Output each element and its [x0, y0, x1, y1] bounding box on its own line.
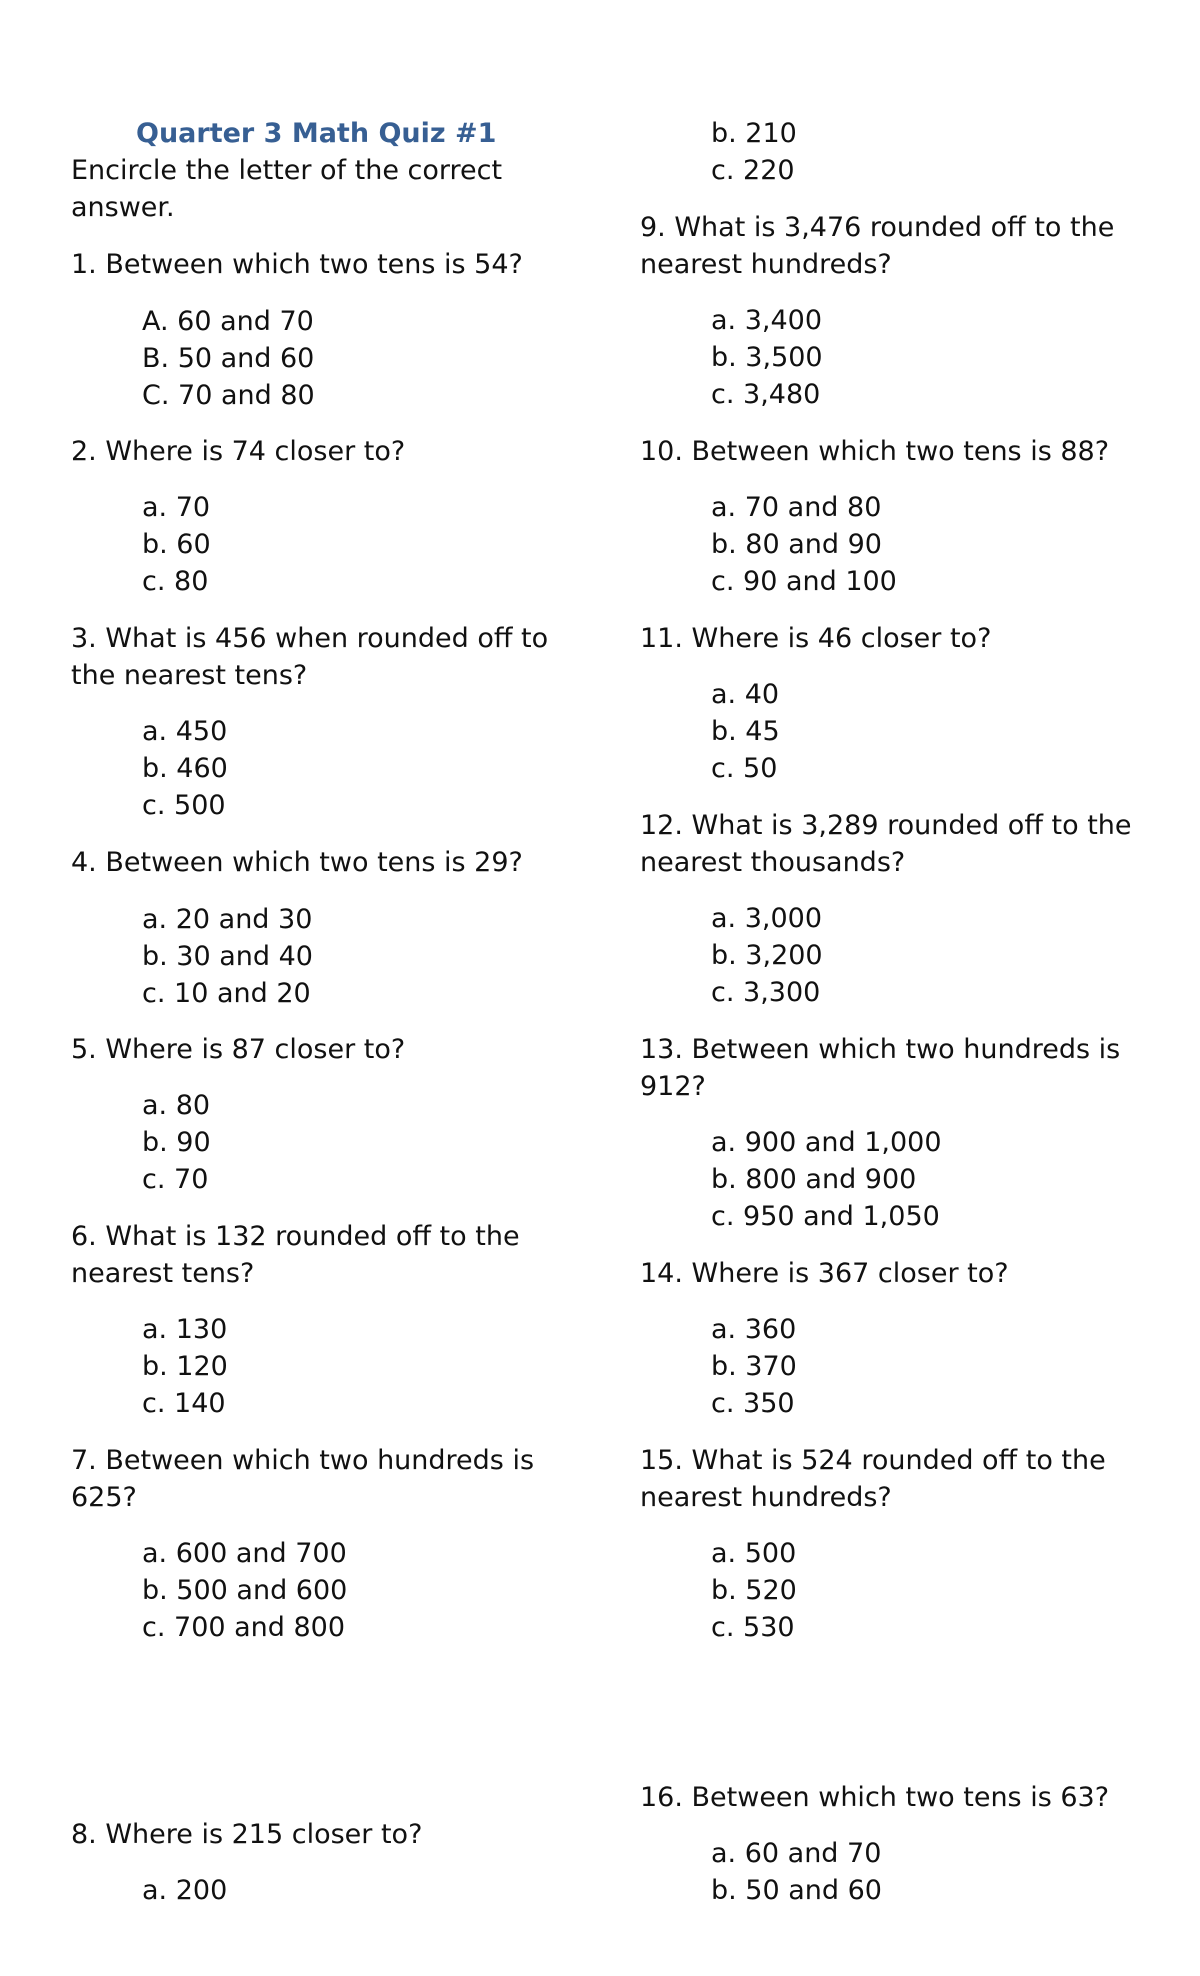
choice-c[interactable]: c. 950 and 1,050 [711, 1201, 940, 1232]
quiz-instructions: Encircle the letter of the correct answer. [71, 155, 503, 223]
question-12 [640, 807, 1160, 1011]
choice-a[interactable]: a. 450 [142, 716, 228, 747]
choice-b[interactable]: b. 500 and 600 [142, 1575, 348, 1606]
quiz-title: Quarter 3 Math Quiz #1 [136, 118, 497, 149]
choice-b[interactable]: b. 45 [711, 716, 780, 747]
choice-a[interactable]: a. 900 and 1,000 [711, 1127, 942, 1158]
choice-a[interactable]: a. 3,000 [711, 903, 823, 934]
question-3 [71, 620, 591, 824]
choice-list [71, 1087, 591, 1198]
choice-list [71, 489, 591, 600]
choice-list [71, 901, 591, 1012]
question-15 [640, 1442, 1160, 1646]
question-text: 7. Between which two hundreds is 625? [71, 1445, 535, 1513]
question-10 [640, 433, 1160, 600]
choice-b[interactable]: B. 50 and 60 [142, 343, 315, 374]
choice-c[interactable]: c. 3,480 [711, 379, 821, 410]
choice-c[interactable]: c. 70 [142, 1164, 209, 1195]
choice-a[interactable]: a. 20 and 30 [142, 904, 313, 935]
question-7 [71, 1442, 591, 1646]
question-text: 3. What is 456 when rounded off to the nearest tens? [71, 623, 549, 691]
choice-list [71, 1311, 591, 1422]
choice-a[interactable]: a. 80 [142, 1090, 211, 1121]
choice-b[interactable]: b. 50 and 60 [711, 1875, 882, 1906]
question-text: 10. Between which two tens is 88? [640, 436, 1110, 467]
choice-a[interactable]: a. 130 [142, 1314, 228, 1345]
question-text: 1. Between which two tens is 54? [71, 249, 523, 280]
choice-a[interactable]: a. 40 [711, 679, 780, 710]
choice-a[interactable]: A. 60 and 70 [142, 306, 314, 337]
choice-a[interactable]: a. 3,400 [711, 305, 823, 336]
question-text: 16. Between which two tens is 63? [640, 1782, 1110, 1813]
question-4 [71, 844, 591, 1012]
choice-a[interactable]: a. 60 and 70 [711, 1838, 882, 1869]
choice-a[interactable]: a. 70 [142, 492, 211, 523]
choice-list [640, 1311, 1160, 1422]
choice-c[interactable]: c. 700 and 800 [142, 1612, 346, 1643]
choice-b[interactable]: b. 370 [711, 1351, 797, 1382]
choice-list [71, 1872, 591, 1909]
choice-b[interactable]: b. 90 [142, 1127, 211, 1158]
choice-b[interactable]: b. 3,500 [711, 342, 823, 373]
choice-c[interactable]: c. 50 [711, 753, 778, 784]
question-16 [640, 1779, 1160, 1909]
question-text: 15. What is 524 rounded off to the nearest hundreds? [640, 1445, 1106, 1513]
question-text: 12. What is 3,289 rounded off to the nearest thousands? [640, 810, 1132, 878]
choice-list [640, 1535, 1160, 1646]
question-5 [71, 1031, 591, 1198]
question-text: 13. Between which two hundreds is 912? [640, 1034, 1121, 1102]
question-11 [640, 620, 1160, 787]
question-13 [640, 1031, 1160, 1235]
choice-list [640, 302, 1160, 413]
choice-list [640, 489, 1160, 600]
question-text: 14. Where is 367 closer to? [640, 1258, 1009, 1289]
choice-list [71, 713, 591, 824]
question-text: 11. Where is 46 closer to? [640, 623, 992, 654]
choice-a[interactable]: a. 360 [711, 1314, 797, 1345]
question-text: 6. What is 132 rounded off to the nearest tens? [71, 1221, 520, 1289]
question-8-continued [640, 115, 1160, 189]
choice-c[interactable]: c. 220 [711, 155, 795, 186]
question-text: 5. Where is 87 closer to? [71, 1034, 406, 1065]
choice-b[interactable]: b. 120 [142, 1351, 228, 1382]
choice-b[interactable]: b. 800 and 900 [711, 1164, 917, 1195]
question-text: 9. What is 3,476 rounded off to the nearest hundreds? [640, 212, 1115, 280]
choice-list [640, 1124, 1160, 1235]
question-6 [71, 1218, 591, 1422]
choice-list [71, 1535, 591, 1646]
choice-b[interactable]: b. 210 [711, 118, 797, 149]
choice-c[interactable]: c. 530 [711, 1612, 795, 1643]
choice-a[interactable]: a. 70 and 80 [711, 492, 882, 523]
choice-c[interactable]: c. 10 and 20 [142, 978, 311, 1009]
question-1 [71, 246, 591, 414]
choice-c[interactable]: c. 350 [711, 1388, 795, 1419]
choice-b[interactable]: b. 80 and 90 [711, 529, 882, 560]
choice-b[interactable]: b. 60 [142, 529, 211, 560]
question-2 [71, 433, 591, 600]
choice-list [71, 303, 591, 414]
choice-c[interactable]: C. 70 and 80 [142, 380, 315, 411]
question-text: 2. Where is 74 closer to? [71, 436, 406, 467]
question-9 [640, 209, 1160, 413]
quiz-header [71, 115, 591, 226]
question-text: 4. Between which two tens is 29? [71, 847, 523, 878]
choice-list [640, 676, 1160, 787]
choice-c[interactable]: c. 90 and 100 [711, 566, 897, 597]
question-text: 8. Where is 215 closer to? [71, 1819, 423, 1850]
choice-b[interactable]: b. 520 [711, 1575, 797, 1606]
choice-c[interactable]: c. 80 [142, 566, 209, 597]
choice-list [640, 1835, 1160, 1909]
choice-b[interactable]: b. 3,200 [711, 940, 823, 971]
choice-a[interactable]: a. 200 [142, 1875, 228, 1906]
choice-list [640, 115, 1160, 189]
choice-c[interactable]: c. 3,300 [711, 977, 821, 1008]
choice-b[interactable]: b. 30 and 40 [142, 941, 313, 972]
choice-c[interactable]: c. 500 [142, 790, 226, 821]
choice-c[interactable]: c. 140 [142, 1388, 226, 1419]
choice-b[interactable]: b. 460 [142, 753, 228, 784]
question-8 [71, 1816, 591, 1909]
question-14 [640, 1255, 1160, 1422]
choice-list [640, 900, 1160, 1011]
choice-a[interactable]: a. 500 [711, 1538, 797, 1569]
choice-a[interactable]: a. 600 and 700 [142, 1538, 347, 1569]
